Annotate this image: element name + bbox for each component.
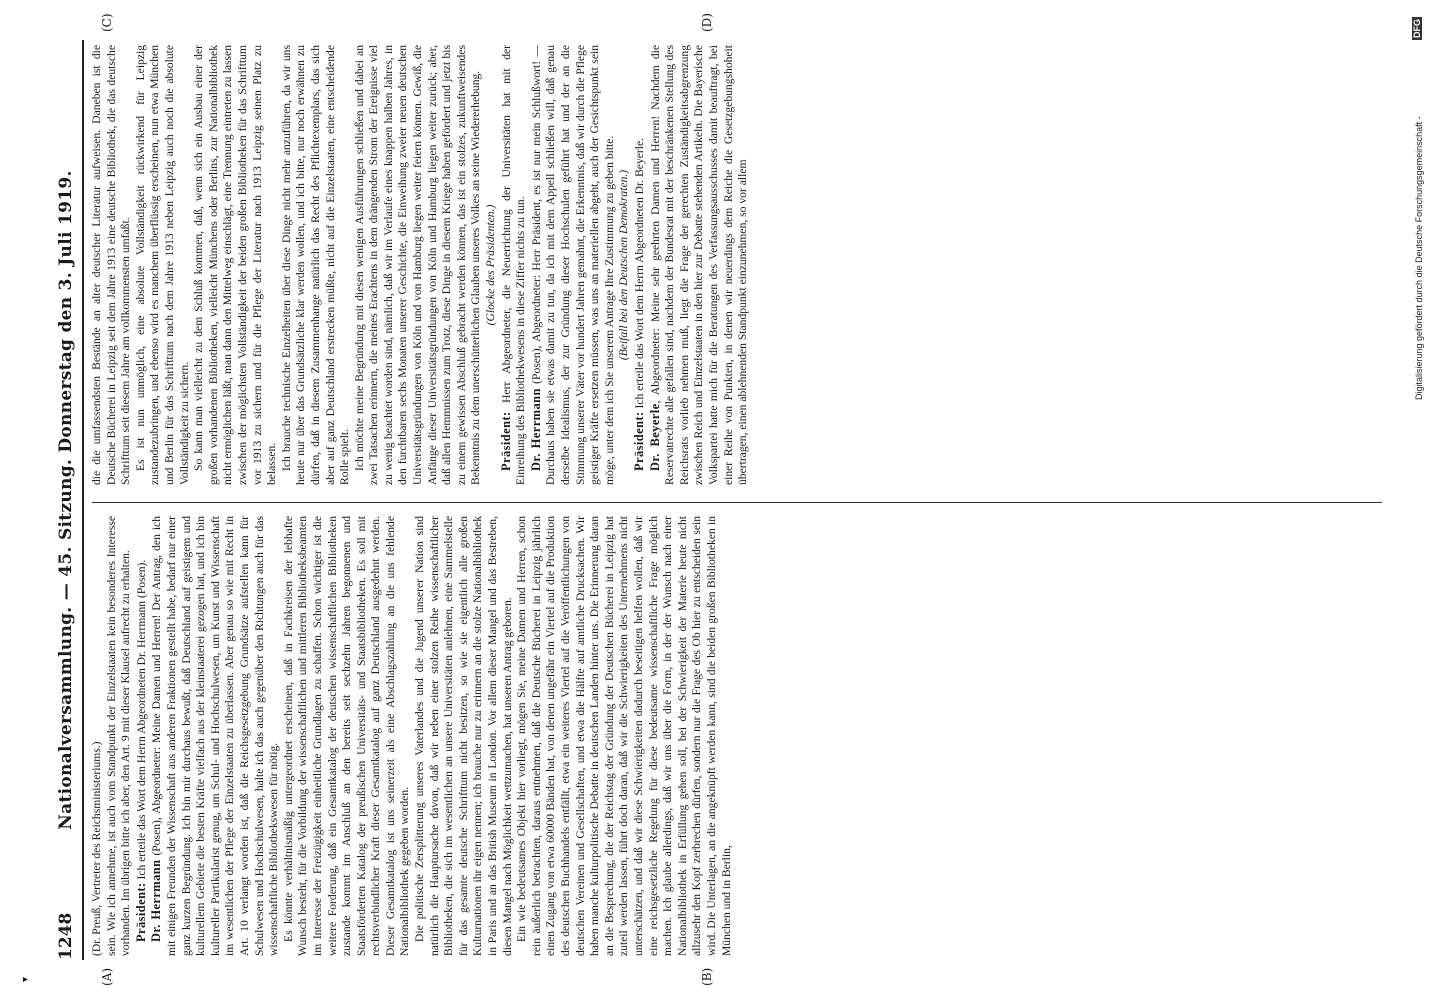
left-column [90, 516, 1390, 956]
paragraph [105, 516, 134, 956]
paragraph-text: Ich möchte meine Begründung mit diesen wenigen Ausführungen schließen und dabei an zwei Tatsachen erinnern, die meines Erachtens in dem drängenden Strom der Ereignisse viel zu wenig beachtet worden sind, nämlich, daß wir im Verlaufe eines knappen halben Jahres, in den furchtbaren sechs Monaten unserer Geschichte, die Einweihung zweier neuen deutschen Universitätsgründungen von Köln und von Hamburg liegen weiter feiern können. Gewiß, die Anfänge dieser Universitätsgründungen von Köln und Hamburg liegen weiter zurück; aber, daß allen Hemmnissen zum Trotz, diese Dinge in diesem Kriege haben gefördert und jetzt bis zu einem gewissen Abschluß gebracht werden können, das ist ein stolzes, zukunftweisendes Bekenntnis zu dem unerschütterlichen Glauben unseres Volkes an seine Wiedererhebung. [352, 45, 483, 485]
paragraph-text: Ich erteile das Wort dem Herrn Abgeordneten Dr. Beyerle. [632, 137, 646, 412]
paragraph [632, 45, 648, 485]
paragraph [90, 516, 105, 956]
speaker-name: Präsident: [498, 411, 513, 471]
page-title: Nationalversammlung. — 45. Sitzung. Donnerstag den 3. Juli 1919. [56, 170, 76, 830]
paragraph [484, 45, 499, 485]
page-number: 1248 [56, 912, 76, 960]
paragraph [413, 516, 515, 956]
paragraph-text: Ich brauche technische Einzelheiten über diese Dinge nicht mehr anzuführen, da wir uns heute nur über das Grundsätzliche klar werden wollen, und ich bitte, nur noch erwähnen zu dürfen, daß in diesem Zusammenhange natürlich das Recht des Pflichtexemplars, das sich aber auf ganz Deutschland erstrecken müßte, nicht auf die Einzelstaaten, eine entscheidende Rolle spielt. [279, 45, 352, 485]
paragraph [617, 45, 632, 485]
paragraph [149, 516, 281, 956]
speaker-name: Dr. Herrmann [149, 859, 164, 942]
column-divider [92, 502, 1382, 503]
paragraph-text: , Abgeordneter: Meine sehr geehrten Damen und Herren! Nachdem die Reservatrechte alle gefallen sind, nachdem der Bundesrat mit der beschränkenen Stellung des Reichsrats vorlieb nehmen muß, liegt die Frage der gerechten Zuständigkeitsabgrenzung zwischen Reich und Einzelstaaten in den hier zur Debatte stehenden Artikeln. Die Bayerische Volkspartei hatte mich für die Beratungen des Verfassungsausschusses damit beauftragt, bei einer Reihe von Punkten, in denen wir neuerdings dem Reiche die Gesetzgebungshoheit übertragen, einen ablehnenden Standpunkt einzunehmen, so vor allem [648, 45, 750, 485]
paragraph-text: So kann man vielleicht zu dem Schluß kommen, daß, wenn sich ein Ausbau einer der großen vorhandenen Bibliotheken, vielleicht Münchens oder Berlins, zur Nationalbibliothek nicht ermöglichen läßt, man dann den Mittelweg einschlägt, eine Trennung eintreten zu lassen zwischen der möglichsten Vollständigkeit der beiden großen Bibliotheken für das Schrifttum vor 1913 zu sichern und für die Pflege der Literatur nach 1913 Leipzig seinen Platz zu belassen. [192, 45, 279, 485]
paragraph-text: (Glocke des Präsidenten.) [484, 204, 498, 326]
paragraph-text: (Posen), Abgeordneter: Herr Präsident, es ist nur mein Schlußwort! — Durchaus haben sie etwas damit zu tun, da ich mit dem Appell schließen will, daß genau derselbe Idealismus, der zur Gründung dieser Hochschulen geführt hat und der an die Stimmung unserer Väter vor hundert Jahren gemahnt, die Erkenntnis, daß wir durch die Pflege geistiger Kräfte ersetzen müssen, was uns an materiellen abgeht, auch der Gesichtspunkt sein möge, unter dem ich Sie unserem Antrage Ihre Zustimmung zu geben bitte. [529, 45, 616, 485]
paragraph-text: Es ist nun unmöglich, eine absolute Vollständigkeit rückwirkend für Leipzig zustandezubringen, und ebenso wird es manchem überflüssig erscheinen, nun etwa München und Berlin für das Schrifttum nach dem Jahre 1913 neben Leipzig auch noch die absolute Vollständigkeit zu sichern. [133, 45, 191, 485]
right-column [90, 45, 1390, 485]
margin-marker-b: (B) [700, 967, 714, 986]
speaker-name: Dr. Beyerle [647, 403, 662, 471]
paragraph [499, 45, 529, 485]
paragraph [529, 45, 618, 485]
speaker-name: Präsident: [133, 882, 148, 942]
page-header [42, 40, 84, 960]
speaker-name: Präsident: [631, 411, 646, 471]
speaker-name: Dr. Herrmann [528, 388, 543, 471]
margin-mark: ▾ [20, 976, 31, 982]
paragraph-text: (Posen), Abgeordneter: Meine Damen und Herren! Der Antrag, den ich mit einigen Freunden der Wissenschaft aus anderen Fraktionen gestellt habe, bedarf nur einer ganz kurzen Begründung. Ich bin mir durchaus bewußt, daß Deutschland auf geistigem und kulturellem Gebiete die besten Kräfte vielfach aus der kleinstaaterei gezogen hat, und ich bin kultureller Partikularist genug, um Schul- und Hochschulwesen, um Kunst und Wissenschaft im wesentlichen der Pflege der Einzelstaaten zu überlassen. Aber genau so wie mit Recht in Art. 10 verlangt worden ist, daß die Reichsgesetzgebung Grundsätze aufstellen kann für Schulwesen und Hochschulwesen, halte ich das auch gegenüber den Richtungen auch für das wissenschaftliche Bibliothekswesen für nötig. [150, 516, 281, 956]
paragraph-text: die die umfassendsten Bestände an alter deutscher Literatur aufweisen. Daneben ist die Deutsche Bücherei in Leipzig seit dem Jahre 1913 eine deutsche Bibliothek, die das deutsche Schrifttum seit diesem Jahre am vollkommensten umfaßt. [90, 45, 133, 485]
paragraph-text: (Dr. Preuß, Vertreter des Reichsministeriums.) [90, 741, 103, 956]
paragraph-text: Ein wie bedeutsames Objekt hier vorliegt, mögen Sie, meine Damen und Herren, schon rein äußerlich betrachten, daraus entnehmen, daß die Deutsche Bücherei in Leipzig jährlich einen Zugang von etwa 60000 Bänden hat, von denen ungefähr ein Viertel auf die Produktion des deutschen Buchhandels entfällt, etwa ein weiteres Viertel auf die Veröffentlichungen von deutschen Vereinen und Gesellschaften, und etwa die Hälfte auf amtliche Drucksachen. Wir haben manche kulturpolitische Debatte in deutschen Landen hinter uns. Die Erinnerung daran an die Besprechung, die der Reichstag der Gründung der Deutschen Bücherei in Leipzig hat zuteil werden lassen, führt doch daran, daß wir die Schwierigkeiten des Unternehmens nicht unterschätzen, und daß wir diese Schwierigkeiten dadurch beseitigen helfen wollen, daß wir eine reichsgesetzliche Regelung für diese bedeutsame wissenschaftliche Frage möglich machen. Ich glaube allerdings, daß wir uns über die Form, in der der Wunsch nach einer Nationalbibliothek in Erfüllung gehen soll, bei der Schwierigkeit der Materie heute nicht allzusehr den Kopf zerbrechen dürfen, sondern nur die Frage des Ob hier zu entscheiden sein wird. Die Unterlagen, an die angeknüpft werden kann, sind die beiden großen Bibliotheken in München und in Berlin, [515, 516, 733, 956]
paragraph-text: Ich erteile das Wort dem Herrn Abgeordneten Dr. Herrmann (Posen). [134, 559, 148, 883]
paragraph [192, 45, 280, 485]
paragraph-text: Die politische Zersplitterung unseres Vaterlandes und die Jugend unserer Nation sind natürlich die Hauptursache davon, daß wir neben einer stolzen Reihe wissenschaftlicher Bibliotheken, die sich im wesentlichen an unsere Universitäten anlehnen, eine Sammelstelle für das gesamte deutsche Schrifttum nicht besitzen, so wie sie eigentlich alle großen Kulturnationen ihr eigen nennen; ich brauche nur zu erinnern an die stolze Nationalbibliothek in Paris und an das British Museum in London. Vor allem dieser Mangel und das Bestreben, diesen Mangel nach Möglichkeit wettzumachen, hat unseren Antrag geboren. [413, 516, 514, 956]
paragraph-text: (Beifall bei den Deutschen Demokraten.) [617, 169, 631, 361]
paragraph [515, 516, 734, 956]
margin-marker-d: (D) [700, 13, 714, 32]
margin-marker-c: (C) [100, 13, 114, 32]
margin-marker-a: (A) [100, 967, 114, 986]
digitization-note: Digitalisierung gefördert durch die Deutsche Forschungsgemeinschaft - [1414, 116, 1424, 400]
paragraph-text: Herr Abgeordneter, die Neuerrichtung der Universitäten hat mit der Einreihung des Bibliothekwesens in diese Ziffer nichts zu tun. [499, 45, 528, 485]
paragraph [134, 45, 192, 485]
paragraph-text: Es könnte verhältnismäßig untergeordnet erscheinen, daß in Fachkreisen der lebhafte Wunsch besteht, für die Vorbildung der wissenschaftlichen und mittleren Bibliotheksbeamten im Interesse der Freizügigkeit einheitliche Grundlagen zu schaffen. Schon wichtiger ist die weitere Forderung, daß ein Gesamtkatalog der deutschen wissenschaftlichen Bibliotheken zustande kommt im Anschluß an den bereits seit sechzehn Jahren begonnenen und Staatsförderten Katalog der preußischen Universitäts- und Staatsbibliotheken. Es soll mit rechtsverbindlicher Kraft dieser Gesamtkatalog auf ganz Deutschland ausgedehnt werden. Dieser Gesamtkatalog ist uns seinerzeit als eine Abschlagszahlung an die uns fehlende Nationalbibliothek gegeben worden. [281, 516, 412, 956]
paragraph [282, 516, 413, 956]
paragraph-text: sein. Wie ich annehme, ist auch vom Standpunkt der Einzelstaaten kein besonderes Interesse vorhanden. Im übrigen bitte ich aber, den Art. 9 mit dieser Klausel aufrecht zu erhalten. [104, 516, 133, 956]
paragraph [280, 45, 353, 485]
paragraph [353, 45, 484, 485]
paragraph [134, 516, 150, 956]
dfg-logo: DFG [1412, 19, 1422, 38]
paragraph [648, 45, 751, 485]
paragraph [90, 45, 134, 485]
